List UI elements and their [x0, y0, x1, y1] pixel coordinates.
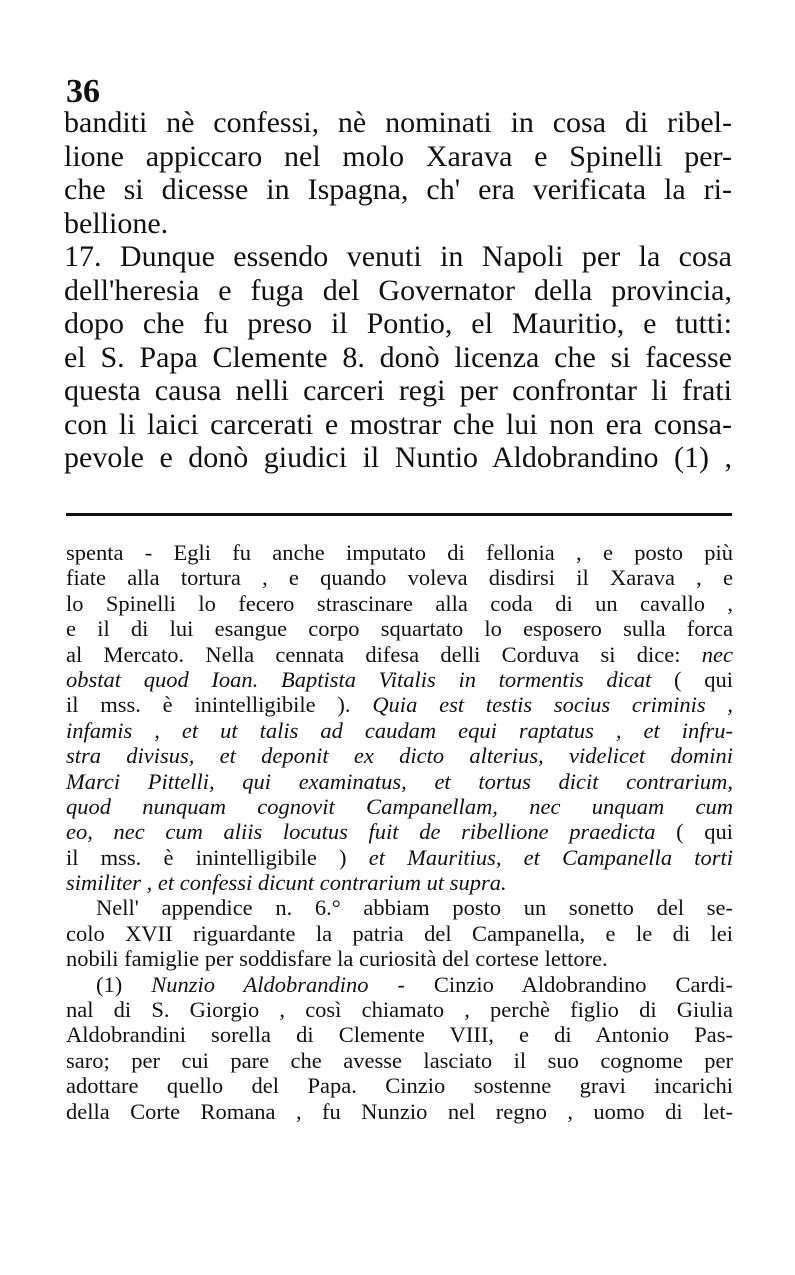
footnote-text: colo XVII riguardante la patria del Campanella, e le di lei — [66, 920, 733, 946]
main-text-line: banditi nè confessi, nè nominati in cosa di ribel- — [64, 106, 732, 139]
footnote-line — [66, 642, 733, 667]
footnote-text: il mss. è inintelligibile ) — [66, 844, 369, 870]
footnote-line — [66, 946, 733, 971]
footnote-line — [66, 895, 733, 920]
footnote-text: Aldobrandini sorella di Clemente VIII, e di Antonio Pas- — [66, 1022, 733, 1048]
latin-quote: similiter , et confessi dicunt contrarium ut supra. — [66, 870, 507, 896]
footnote-line — [66, 540, 733, 565]
footnote-separator-rule — [66, 513, 732, 516]
footnote-text: ( qui — [651, 666, 733, 692]
footnote-line — [66, 1048, 733, 1073]
latin-quote: stra divisus, et deponit ex dicto alterius, videlicet domini — [66, 743, 733, 769]
main-text-line: che si dicesse in Ispagna, ch' era verificata la ri- — [64, 173, 732, 206]
latin-quote: obstat quod Ioan. Baptista Vitalis in tormentis dicat — [66, 666, 652, 692]
latin-quote: quod nunquam cognovit Campanellam, nec unquam cum — [66, 793, 733, 819]
footnote-text: ( qui — [655, 819, 734, 845]
footnote-text: fiate alla tortura , e quando voleva disdirsi il Xarava , e — [66, 565, 733, 591]
footnote-block — [66, 540, 733, 1124]
latin-quote: Quia est testis socius criminis , — [372, 692, 734, 718]
footnote-line — [66, 1073, 733, 1098]
footnote-line — [66, 769, 733, 794]
main-text-line: 17. Dunque essendo venuti in Napoli per la cosa — [64, 240, 732, 273]
latin-quote: Marci Pittelli, qui examinatus, et tortus dicit contrarium, — [66, 768, 733, 794]
latin-quote: nec — [701, 641, 733, 667]
footnote-line — [66, 667, 733, 692]
footnote-text: spenta - Egli fu anche imputato di fellonia , e posto più — [66, 540, 733, 565]
footnote-line — [66, 718, 733, 743]
footnote-line — [66, 692, 733, 717]
main-text-line: con li laici carcerati e mostrar che lui non era consa- — [64, 407, 732, 441]
main-text-line: el S. Papa Clemente 8. donò licenza che si facesse — [64, 340, 732, 374]
footnote-text: Nell' appendice n. 6.° abbiam posto un sonetto del se- — [96, 895, 733, 921]
footnote-line — [66, 972, 733, 997]
latin-quote: infamis , et ut talis ad caudam equi raptatus , et infru- — [66, 717, 733, 743]
main-text-line: dell'heresia e fuga del Governator della provincia, — [64, 273, 732, 307]
footnote-line — [66, 845, 733, 870]
main-text-line: questa causa nelli carceri regi per confrontar li frati — [64, 374, 732, 407]
footnote-text: lo Spinelli lo fecero strascinare alla coda di un cavallo , — [66, 590, 733, 616]
footnote-line — [66, 616, 733, 641]
footnote-text: e il di lui esangue corpo squartato lo esposero sulla forca — [66, 616, 733, 642]
footnote-text: nal di S. Giorgio , così chiamato , perchè figlio di Giulia — [66, 997, 733, 1023]
footnote-text: al Mercato. Nella cennata difesa delli Corduva si dice: — [66, 641, 702, 667]
footnote-line — [66, 1022, 733, 1047]
footnote-line — [66, 921, 733, 946]
footnote-line — [66, 997, 733, 1022]
main-text-block — [64, 106, 732, 475]
main-text-line: lione appiccaro nel molo Xarava e Spinelli per- — [64, 139, 732, 173]
footnote-line — [66, 565, 733, 590]
page-number: 36 — [66, 73, 100, 110]
footnote-marker: (1) — [96, 971, 152, 997]
footnote-heading: Nunzio Aldobrandino — [151, 971, 369, 997]
footnote-text: il mss. è inintelligibile ). — [66, 692, 373, 718]
footnote-text: - Cinzio Aldobrandino Cardi- — [368, 971, 733, 997]
footnote-line — [66, 819, 733, 844]
footnote-line — [66, 870, 733, 895]
footnote-text: saro; per cui pare che avesse lasciato il suo cognome per — [66, 1047, 733, 1073]
footnote-line — [66, 591, 733, 616]
main-text-line: bellione. — [64, 206, 169, 240]
main-text-line: pevole e donò giudici il Nuntio Aldobrandino (1) , — [64, 441, 732, 474]
footnote-text: adottare quello del Papa. Cinzio sostenne gravi incarichi — [66, 1073, 733, 1099]
footnote-line — [66, 794, 733, 819]
latin-quote: et Mauritius, et Campanella torti — [368, 844, 733, 870]
footnote-text: della Corte Romana , fu Nunzio nel regno , uomo di let- — [66, 1098, 733, 1124]
main-text-line: dopo che fu preso il Pontio, el Mauritio, e tutti: — [64, 307, 732, 340]
footnote-line — [66, 743, 733, 768]
footnote-text: nobili famiglie per soddisfare la curiosità del cortese lettore. — [66, 946, 608, 972]
latin-quote: eo, nec cum aliis locutus fuit de ribellione praedicta — [66, 819, 656, 845]
footnote-line — [66, 1099, 733, 1124]
